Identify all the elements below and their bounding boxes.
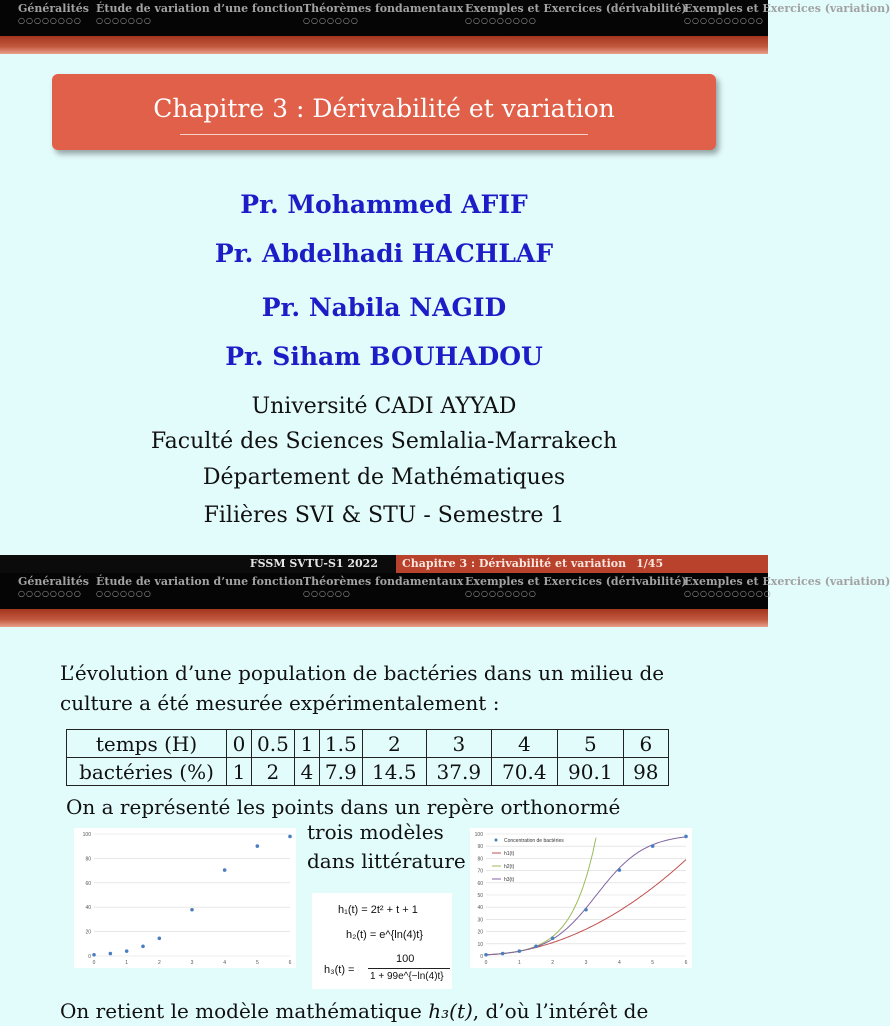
- author-1: Pr. Mohammed AFIF: [240, 190, 528, 219]
- data-point: [651, 844, 655, 848]
- table-cell: 1: [294, 730, 319, 758]
- data-point: [551, 937, 555, 941]
- data-point: [534, 945, 538, 949]
- conclusion-line: [60, 996, 740, 1026]
- nav-label: Étude de variation d’une fonction: [96, 2, 304, 15]
- table-row: [67, 758, 669, 786]
- formula-box: [312, 893, 452, 989]
- nav-item-theoremes[interactable]: [303, 573, 463, 611]
- x-tick-label: 0: [92, 960, 96, 966]
- table-cell: 7.9: [319, 758, 362, 786]
- y-tick-label: 80: [477, 856, 483, 863]
- nav-progress-dots: ○○○○○○○: [96, 16, 152, 25]
- nav-item-theoremes[interactable]: [303, 0, 463, 38]
- nav-band: [0, 609, 768, 627]
- nav-progress-dots: ○○○○○○○○○: [465, 16, 537, 25]
- nav-item-exemples-variation[interactable]: [684, 573, 890, 611]
- nav-item-exemples-derivabilite[interactable]: [465, 573, 687, 611]
- nav-progress-dots: ○○○○○○○○○○○: [684, 589, 772, 598]
- nav-progress-dots: ○○○○○○: [303, 589, 351, 598]
- y-tick-label: 50: [477, 893, 483, 899]
- footer-page-number: 1/45: [636, 557, 664, 570]
- nav-item-exemples-variation[interactable]: [684, 0, 890, 38]
- conclusion-start: On retient le modèle mathématique: [60, 999, 422, 1023]
- nav-item-generalites[interactable]: [18, 0, 89, 38]
- formula-h2: h₂(t) = e^{ln(4)t}: [346, 929, 423, 941]
- legend-label: h1(t): [504, 851, 515, 857]
- data-point: [518, 949, 522, 953]
- y-tick-label: 40: [85, 905, 91, 912]
- row-header-time: temps (H): [67, 730, 227, 758]
- y-tick-label: 10: [477, 941, 483, 948]
- legend-label: Concentration de bactéries: [504, 838, 564, 844]
- y-tick-label: 60: [85, 880, 91, 887]
- x-tick-label: 4: [617, 960, 621, 966]
- nav-item-variation[interactable]: [96, 573, 303, 611]
- model-curve-h2(t): [486, 838, 596, 955]
- table-cell: 2: [252, 758, 295, 786]
- table-cell: 4: [491, 730, 557, 758]
- table-cell: 98: [623, 758, 668, 786]
- nav-label: Exemples et Exercices (variation): [684, 575, 890, 588]
- x-tick-label: 3: [190, 960, 194, 966]
- data-point: [618, 868, 622, 872]
- formula-h3-denominator: 1 + 99e^{−ln(4)t}: [370, 971, 444, 982]
- x-tick-label: 2: [157, 960, 161, 966]
- y-tick-label: 0: [88, 954, 91, 960]
- conclusion-end: , d’où l’intérêt de: [472, 999, 649, 1023]
- table-cell: 90.1: [557, 758, 623, 786]
- data-point: [484, 953, 488, 957]
- x-tick-label: 1: [125, 960, 129, 966]
- table-row: [67, 730, 669, 758]
- nav-bar-top: [0, 0, 890, 38]
- nav-progress-dots: ○○○○○○○○○: [465, 589, 537, 598]
- data-point: [684, 835, 688, 839]
- nav-item-exemples-derivabilite[interactable]: [465, 0, 687, 38]
- footer-chapter-title: Chapitre 3 : Dérivabilité et variation: [402, 557, 627, 570]
- intro-paragraph: L’évolution d’une population de bactéries dans un milieu de culture a été mesurée expérimentalement :: [60, 661, 665, 715]
- table-cell: 1: [227, 758, 252, 786]
- institution-university: Université CADI AYYAD: [251, 394, 517, 419]
- data-point: [584, 908, 588, 912]
- nav-label: Exemples et Exercices (variation): [684, 2, 890, 15]
- table-cell: 4: [294, 758, 319, 786]
- scatter-chart: [74, 828, 296, 968]
- formula-h3-lhs: h₃(t) =: [324, 964, 355, 976]
- y-tick-label: 70: [477, 868, 483, 875]
- data-point: [125, 949, 129, 953]
- institution-faculty: Faculté des Sciences Semlalia-Marrakech: [150, 429, 618, 454]
- repere-text: On a représenté les points dans un repère orthonormé: [66, 795, 621, 819]
- data-table: [66, 729, 669, 786]
- formula-h3-numerator: 100: [396, 953, 415, 965]
- x-tick-label: 3: [584, 960, 588, 966]
- x-tick-label: 1: [517, 960, 521, 966]
- slide-footer: [0, 555, 768, 573]
- data-point: [141, 945, 145, 949]
- institution-programme: Filières SVI & STU - Semestre 1: [203, 503, 565, 528]
- author-2: Pr. Abdelhadi HACHLAF: [214, 239, 554, 268]
- table-cell: 6: [623, 730, 668, 758]
- table-cell: 2: [362, 730, 426, 758]
- x-tick-label: 5: [255, 960, 259, 966]
- table-cell: 14.5: [362, 758, 426, 786]
- data-point: [256, 844, 260, 848]
- title-box: [52, 74, 716, 150]
- nav-progress-dots: ○○○○○○○○○○: [684, 16, 764, 25]
- footer-course: FSSM SVTU-S1 2022: [249, 557, 378, 570]
- nav-label: Exemples et Exercices (dérivabilité): [465, 575, 687, 588]
- nav-label: Généralités: [18, 2, 89, 15]
- y-tick-label: 60: [477, 880, 483, 887]
- nav-band: [0, 36, 768, 54]
- y-tick-label: 20: [85, 929, 91, 936]
- model-curve-h3(t): [486, 837, 686, 955]
- models-text-1: trois modèles: [307, 820, 444, 844]
- table-cell: 0: [227, 730, 252, 758]
- x-tick-label: 5: [651, 960, 655, 966]
- fraction-bar: [368, 968, 450, 969]
- y-tick-label: 40: [477, 905, 483, 912]
- data-point: [288, 835, 292, 839]
- y-tick-label: 90: [477, 844, 483, 851]
- x-tick-label: 0: [484, 960, 488, 966]
- nav-label: Théorèmes fondamentaux: [303, 2, 464, 15]
- data-point: [92, 953, 96, 957]
- conclusion-model: h₃(t): [428, 999, 473, 1023]
- nav-label: Étude de variation d’une fonction: [96, 575, 304, 588]
- x-tick-label: 6: [288, 960, 292, 966]
- x-tick-label: 6: [684, 960, 688, 966]
- nav-item-generalites[interactable]: [18, 573, 89, 611]
- table-cell: 70.4: [491, 758, 557, 786]
- x-tick-label: 2: [551, 960, 555, 966]
- models-text-2: dans littérature: [307, 849, 466, 873]
- data-point: [158, 937, 162, 941]
- table-cell: 0.5: [252, 730, 295, 758]
- slide-title: Chapitre 3 : Dérivabilité et variation: [153, 94, 615, 123]
- y-tick-label: 20: [477, 929, 483, 936]
- table-cell: 1.5: [319, 730, 362, 758]
- nav-label: Exemples et Exercices (dérivabilité): [465, 2, 687, 15]
- data-point: [223, 868, 227, 872]
- data-point: [190, 908, 194, 912]
- x-tick-label: 4: [223, 960, 227, 966]
- table-cell: 5: [557, 730, 623, 758]
- data-point: [501, 952, 505, 956]
- legend-label: h2(t): [504, 864, 515, 870]
- y-tick-label: 0: [480, 954, 483, 960]
- data-point: [109, 952, 113, 956]
- nav-progress-dots: ○○○○○○○: [303, 16, 359, 25]
- legend-marker: [495, 839, 498, 842]
- nav-progress-dots: ○○○○○○○○: [18, 589, 82, 598]
- author-4: Pr. Siham BOUHADOU: [225, 342, 543, 371]
- author-3: Pr. Nabila NAGID: [261, 293, 507, 322]
- nav-label: Théorèmes fondamentaux: [303, 575, 464, 588]
- formula-h1: h₁(t) = 2t² + t + 1: [338, 904, 418, 916]
- institution-department: Département de Mathématiques: [202, 465, 566, 490]
- y-tick-label: 30: [477, 917, 483, 924]
- footer-title-bar: [396, 555, 768, 573]
- legend-label: h3(t): [504, 877, 515, 883]
- y-tick-label: 80: [85, 856, 91, 863]
- nav-progress-dots: ○○○○○○○: [96, 589, 152, 598]
- y-tick-label: 100: [474, 832, 483, 838]
- table-cell: 37.9: [426, 758, 491, 786]
- y-tick-label: 100: [82, 832, 91, 838]
- nav-label: Généralités: [18, 575, 89, 588]
- nav-item-variation[interactable]: [96, 0, 303, 38]
- nav-bar-second: [0, 573, 890, 611]
- nav-progress-dots: ○○○○○○○○: [18, 16, 82, 25]
- title-underline: [180, 134, 588, 135]
- models-chart: [470, 828, 692, 968]
- table-cell: 3: [426, 730, 491, 758]
- row-header-bacteria: bactéries (%): [67, 758, 227, 786]
